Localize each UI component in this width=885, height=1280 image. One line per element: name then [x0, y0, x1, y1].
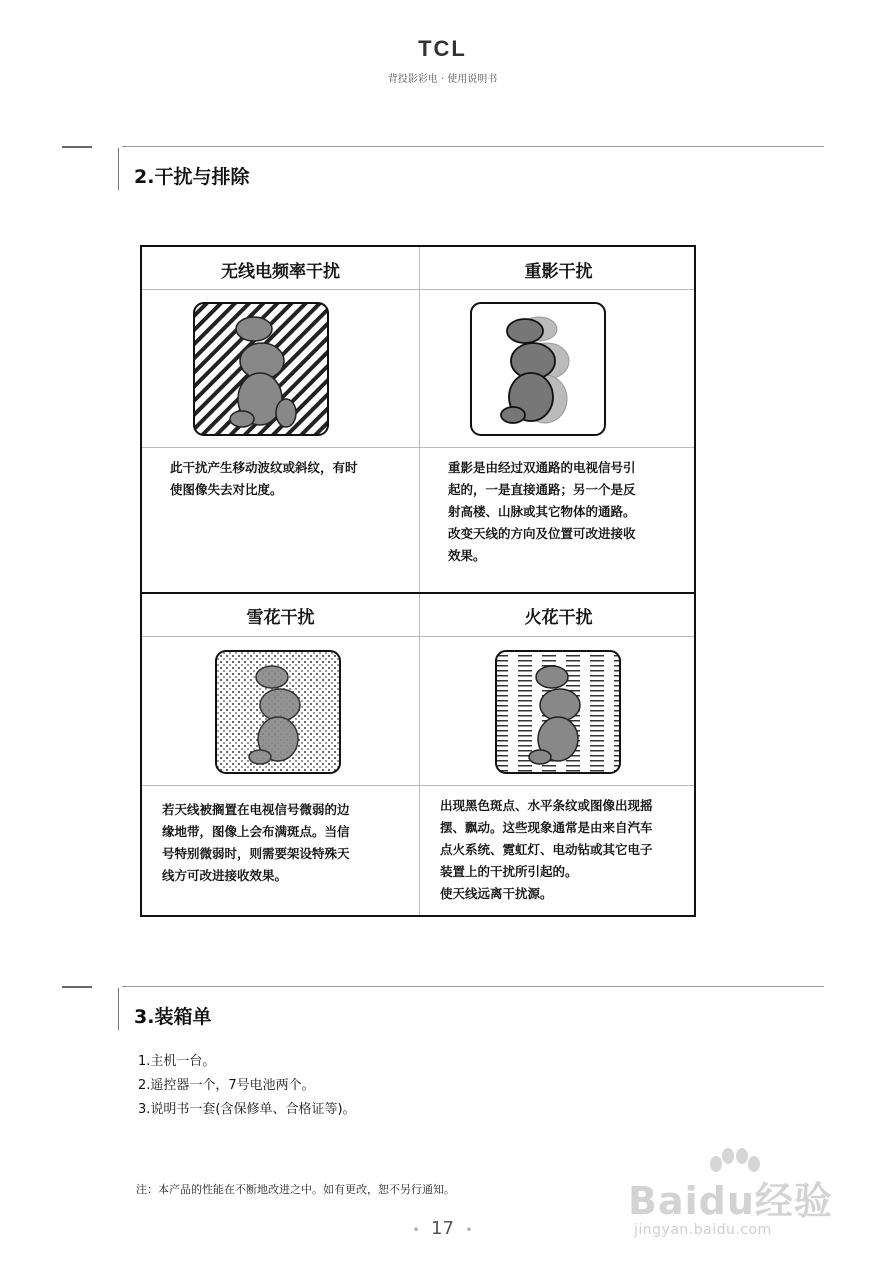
section-divider — [62, 134, 824, 140]
packing-list — [138, 1050, 356, 1122]
cell-desc-ghost-interference: 重影是由经过双通路的电视信号引 起的，一是直接通路；另一个是反 射高楼、山脉或其它物体的通路。 改变天线的方向及位置可改进接收 效果。 — [448, 460, 636, 563]
dog-spark-streaks-illustration — [494, 649, 622, 775]
dog-ghost-image-illustration — [469, 301, 607, 437]
cell-desc-spark-interference: 出现黑色斑点、水平条纹或图像出现摇 摆、飘动。这些现象通常是由来自汽车 点火系统、霓虹灯、电动钻或其它电子 装置上的干扰所引起的。 使天线远离干扰源。 — [440, 798, 653, 901]
dog-snow-noise-illustration — [214, 649, 342, 775]
manual-subtitle: 背投影彩电 · 使用说明书 — [387, 74, 498, 85]
list-item: 3.说明书一套(含保修单、合格证等)。 — [138, 1102, 356, 1117]
cell-title-ghost-interference: 重影干扰 — [524, 262, 593, 282]
interference-table — [140, 245, 696, 917]
section-marker — [118, 988, 119, 1030]
list-item: 1.主机一台。 — [138, 1054, 216, 1069]
page-number: • 17 • — [412, 1218, 473, 1239]
cell-title-snow-interference: 雪花干扰 — [246, 608, 315, 628]
watermark — [628, 1148, 838, 1248]
list-item: 2.遥控器一个，7号电池两个。 — [138, 1078, 315, 1093]
cell-title-spark-interference: 火花干扰 — [524, 608, 593, 628]
cell-title-rf-interference: 无线电频率干扰 — [221, 262, 340, 282]
cell-desc-snow-interference: 若天线被搁置在电视信号微弱的边 缘地带，图像上会布满斑点。当信 号特别微弱时，则需要架设特殊天 线方可改进接收效果。 — [162, 802, 350, 883]
section-marker — [118, 148, 119, 190]
dog-diagonal-lines-illustration — [192, 301, 330, 437]
brand-logo: TCL — [418, 36, 467, 61]
cell-desc-rf-interference: 此干扰产生移动波纹或斜纹，有时 使图像失去对比度。 — [170, 460, 358, 497]
section-title-packing: 3.装箱单 — [134, 1006, 212, 1028]
footnote: 注：本产品的性能在不断地改进之中。如有更改，恕不另行通知。 — [136, 1183, 455, 1196]
watermark-text: Baidu经验 — [628, 1179, 833, 1223]
section-title-interference: 2.干扰与排除 — [134, 166, 250, 188]
section-divider — [62, 974, 824, 980]
watermark-url: jingyan.baidu.com — [634, 1222, 772, 1238]
